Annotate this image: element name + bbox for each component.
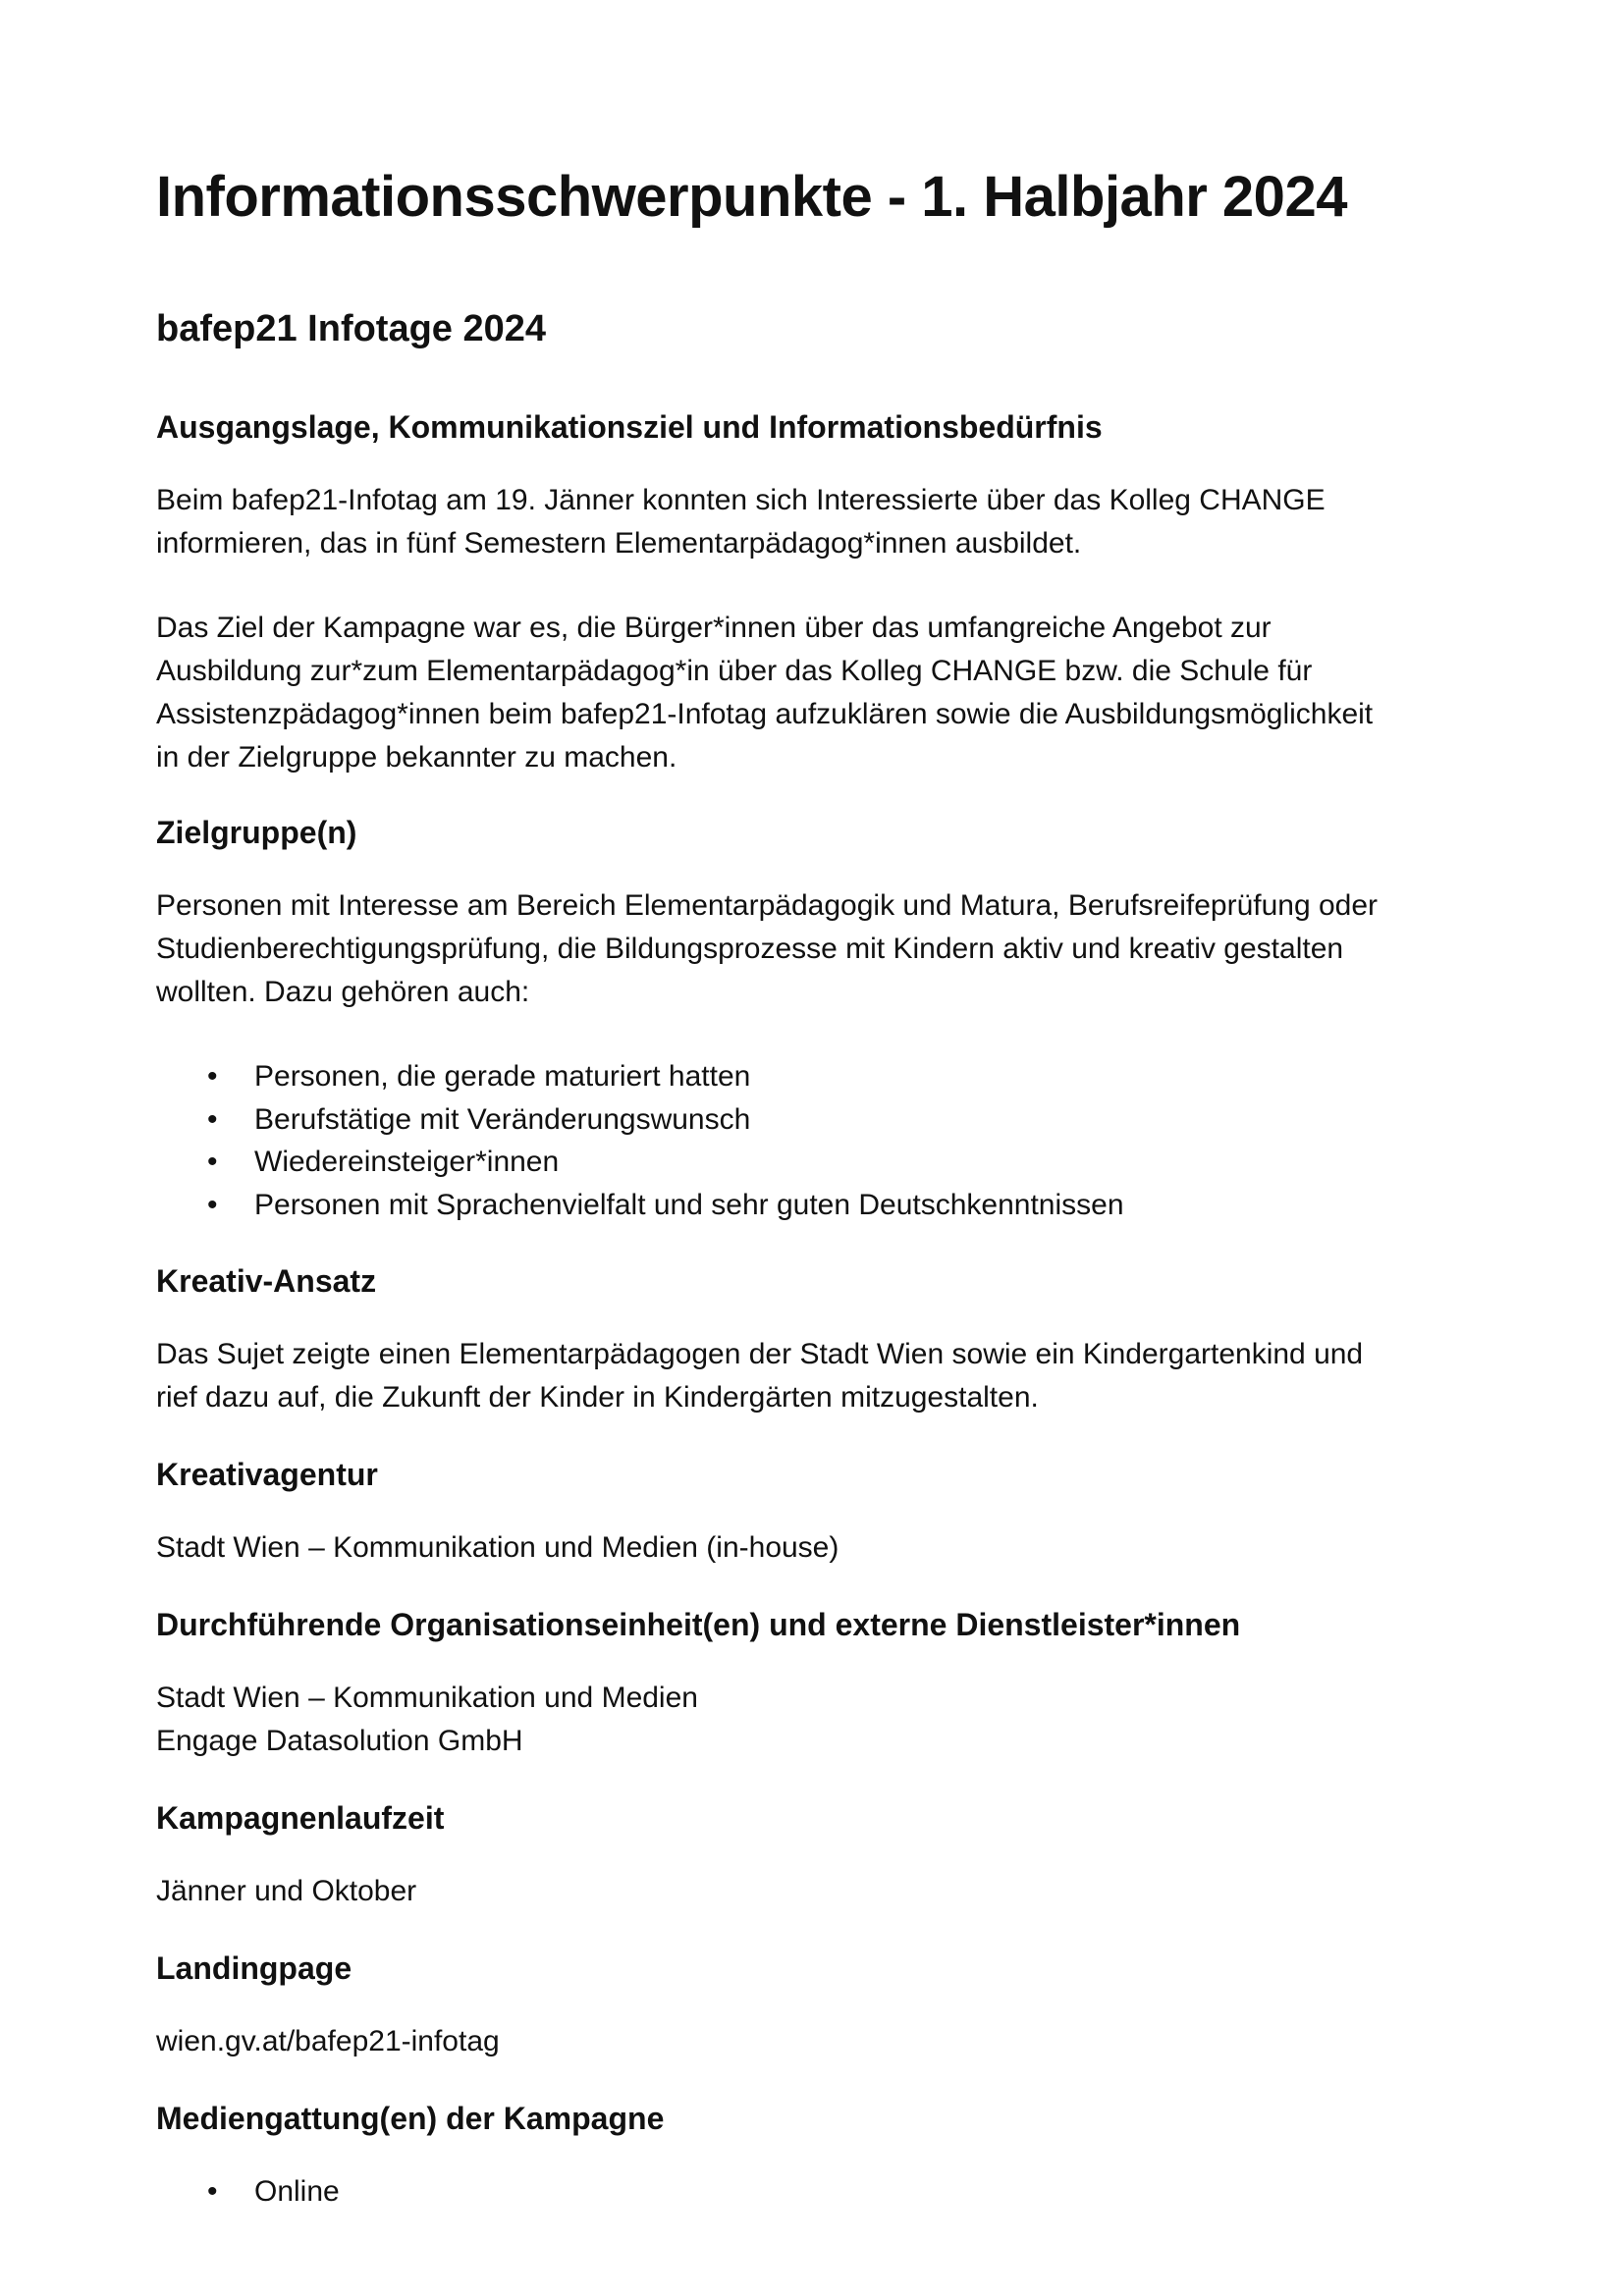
list-item-text: Online [254, 2175, 340, 2208]
heading-durchfuehrende: Durchführende Organisationseinheit(en) und externe Dienstleister*innen [156, 1607, 1241, 1642]
bullet-icon: • [207, 1060, 218, 1093]
list-item [156, 2170, 340, 2214]
text-line: Stadt Wien – Kommunikation und Medien (in-house) [156, 1531, 839, 1564]
text-line: Ausbildung zur*zum Elementarpädagog*in über das Kolleg CHANGE bzw. die Schule für [156, 655, 1313, 687]
text-line: informieren, das in fünf Semestern Elementarpädagog*innen ausbildet. [156, 527, 1082, 560]
list-item [156, 1098, 1124, 1142]
list-item-text: Berufstätige mit Veränderungswunsch [254, 1102, 751, 1136]
paragraph-kampagnenlaufzeit [156, 1870, 1472, 1913]
heading-ausgangslage: Ausgangslage, Kommunikationsziel und Informationsbedürfnis [156, 409, 1103, 445]
text-line: Jänner und Oktober [156, 1875, 417, 1907]
paragraph-zielgruppe [156, 884, 1472, 1014]
paragraph-ausgangslage-2 [156, 607, 1472, 779]
text-line: Personen mit Interesse am Bereich Elementarpädagogik und Matura, Berufsreifeprüfung oder [156, 889, 1379, 922]
heading-mediengattung: Mediengattung(en) der Kampagne [156, 2101, 665, 2136]
paragraph-ausgangslage-1 [156, 479, 1472, 565]
list-mediengattung [156, 2170, 340, 2214]
text-line: Das Sujet zeigte einen Elementarpädagogen der Stadt Wien sowie ein Kindergartenkind und [156, 1338, 1364, 1370]
heading-zielgruppe: Zielgruppe(n) [156, 815, 357, 850]
bullet-icon: • [207, 1188, 218, 1221]
text-line: Engage Datasolution GmbH [156, 1725, 523, 1757]
document-title: Informationsschwerpunkte - 1. Halbjahr 2024 [156, 165, 1347, 229]
text-line: wollten. Dazu gehören auch: [156, 976, 530, 1008]
bullet-icon: • [207, 1146, 218, 1178]
paragraph-durchfuehrende [156, 1677, 1472, 1763]
list-item [156, 1141, 1124, 1184]
paragraph-kreativagentur [156, 1526, 1472, 1570]
text-line: rief dazu auf, die Zukunft der Kinder in Kindergärten mitzugestalten. [156, 1381, 1039, 1414]
list-item [156, 1184, 1124, 1227]
paragraph-landingpage [156, 2020, 1472, 2063]
document-subtitle: bafep21 Infotage 2024 [156, 308, 547, 349]
paragraph-kreativ-ansatz [156, 1333, 1472, 1419]
text-line: Stadt Wien – Kommunikation und Medien [156, 1682, 698, 1714]
list-item-text: Personen mit Sprachenvielfalt und sehr guten Deutschkenntnissen [254, 1188, 1124, 1221]
bullet-icon: • [207, 1102, 218, 1136]
list-item-text: Wiedereinsteiger*innen [254, 1146, 560, 1178]
text-line: Assistenzpädagog*innen beim bafep21-Infotag aufzuklären sowie die Ausbildungsmöglichkeit [156, 698, 1374, 730]
bullet-icon: • [207, 2175, 218, 2208]
heading-kampagnenlaufzeit: Kampagnenlaufzeit [156, 1800, 445, 1836]
text-line: in der Zielgruppe bekannter zu machen. [156, 741, 677, 774]
list-item-text: Personen, die gerade maturiert hatten [254, 1060, 751, 1093]
heading-landingpage: Landingpage [156, 1950, 352, 1986]
text-line: Beim bafep21-Infotag am 19. Jänner konnten sich Interessierte über das Kolleg CHANGE [156, 484, 1326, 516]
text-line: Das Ziel der Kampagne war es, die Bürger*innen über das umfangreiche Angebot zur [156, 612, 1272, 644]
list-item [156, 1055, 1124, 1098]
list-zielgruppe [156, 1055, 1124, 1226]
text-line: Studienberechtigungsprüfung, die Bildungsprozesse mit Kindern aktiv und kreativ gestalten [156, 933, 1344, 965]
heading-kreativ-ansatz: Kreativ-Ansatz [156, 1263, 377, 1299]
heading-kreativagentur: Kreativagentur [156, 1457, 378, 1492]
landingpage-url: wien.gv.at/bafep21-infotag [156, 2025, 500, 2057]
